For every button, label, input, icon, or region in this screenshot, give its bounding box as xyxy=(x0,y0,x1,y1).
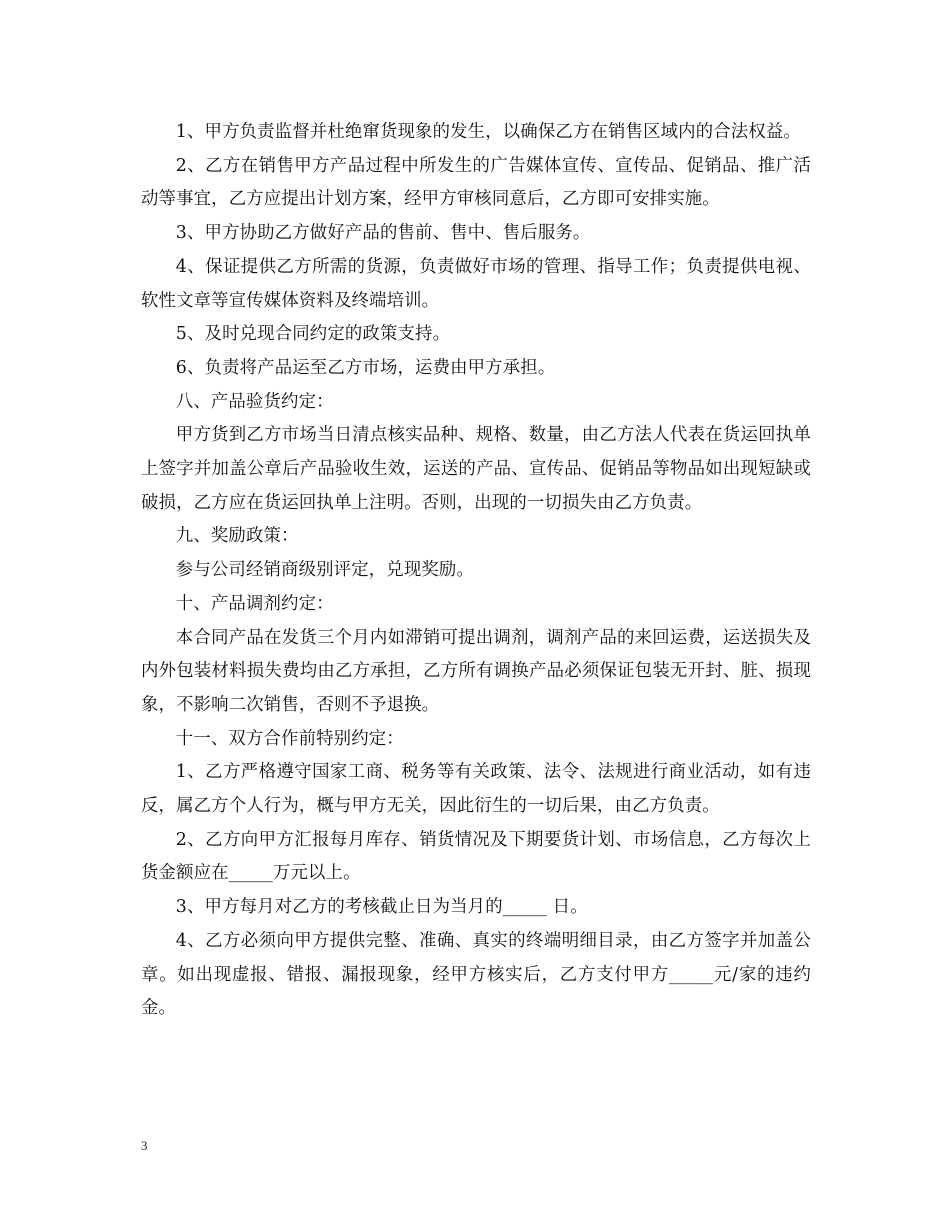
section-heading-9: 九、奖励政策： xyxy=(175,526,299,547)
paragraph-1: 1、甲方负责监督并杜绝窜货现象的发生，以确保乙方在销售区域内的合法权益。 xyxy=(175,122,801,142)
paragraph-2: 2、乙方在销售甲方产品过程中所发生的广告媒体宣传、宣传品、促销品、推广活动等事宜，乙方应提出计划方案，经甲方审核同意后，乙方即可安排实施。 xyxy=(141,155,811,210)
paragraph-14: 1、乙方严格遵守国家工商、税务等有关政策、法令、法规进行商业活动，如有违反，属乙方个人行为，概与甲方无关，因此衍生的一切后果，由乙方负责。 xyxy=(141,762,811,817)
section-heading-8: 八、产品验货约定： xyxy=(175,391,334,412)
document-body xyxy=(141,116,811,1026)
paragraph-6: 6、负责将产品运至乙方市场，运费由甲方承担。 xyxy=(175,357,556,378)
paragraph-10: 参与公司经销商级别评定，兑现奖励。 xyxy=(175,560,474,581)
page-number: 3 xyxy=(141,1138,148,1153)
paragraph-4: 4、保证提供乙方所需的货源，负责做好市场的管理、指导工作；负责提供电视、软性文章等宣传媒体资料及终端培训。 xyxy=(141,256,811,311)
paragraph-17: 4、乙方必须向甲方提供完整、准确、真实的终端明细目录，由乙方签字并加盖公章。如出现虚报、错报、漏报现象，经甲方核实后，乙方支付甲方_____元/家的违约金。 xyxy=(141,930,811,1019)
paragraph-16: 3、甲方每月对乙方的考核截止日为当月的_____ 日。 xyxy=(175,897,588,918)
section-heading-10: 十、产品调剂约定： xyxy=(175,593,334,614)
paragraph-8: 甲方货到乙方市场当日清点核实品种、规格、数量，由乙方法人代表在货运回执单上签字并加盖公章后产品验收生效，运送的产品、宣传品、促销品等物品如出现短缺或破损，乙方应在货运回执单上注明。否则，出现的一切损失由乙方负责。 xyxy=(141,425,811,513)
section-heading-11: 十一、双方合作前特别约定： xyxy=(175,728,404,749)
paragraph-3: 3、甲方协助乙方做好产品的售前、售中、售后服务。 xyxy=(175,223,591,244)
paragraph-15: 2、乙方向甲方汇报每月库存、销货情况及下期要货计划、市场信息，乙方每次上货金额应在_____万元以上。 xyxy=(141,829,811,884)
paragraph-5: 5、及时兑现合同约定的政策支持。 xyxy=(175,324,451,345)
paragraph-12: 本合同产品在发货三个月内如滞销可提出调剂，调剂产品的来回运费，运送损失及内外包装材料损失费均由乙方承担，乙方所有调换产品必须保证包装无开封、脏、损现象，不影响二次销售，否则不予退换。 xyxy=(141,627,811,715)
